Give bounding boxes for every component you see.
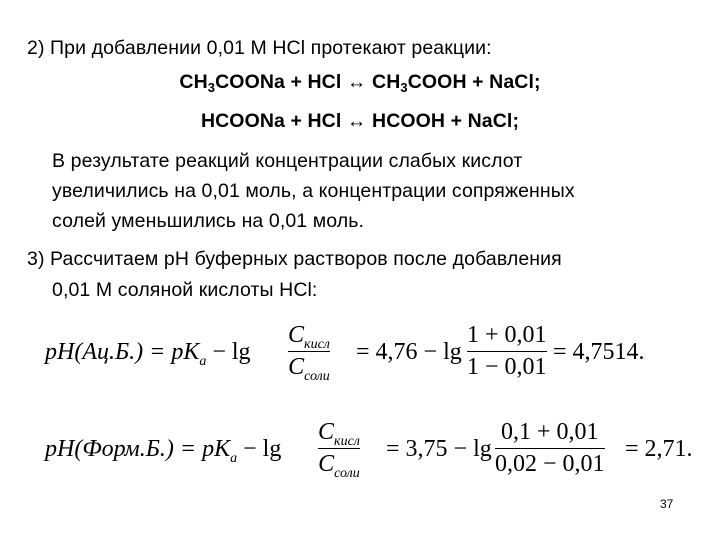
- step2-text: 2) При добавлении 0,01 М HCl протекают реакции:: [27, 37, 492, 59]
- formula-1-result: = 4,7514.: [553, 339, 645, 365]
- formula-1-c-num-sub: кисл: [304, 337, 330, 352]
- result-text-line-2: увеличились на 0,01 моль, а концентрации сопряженных: [52, 180, 575, 202]
- reaction-2: HCOONa + HCl ↔ HCOOH + NaCl;: [200, 110, 520, 132]
- formula-2-lhs-sub: a: [230, 451, 238, 466]
- formula-1-lhs-sub: a: [199, 354, 207, 369]
- reaction-1-part: COONa + HCl ↔ CH: [215, 71, 401, 93]
- reaction-1-part: CH: [179, 71, 208, 93]
- result-text-line-3: солей уменьшились на 0,01 моль.: [52, 210, 365, 232]
- formula-2-result: = 2,71.: [625, 436, 693, 462]
- reaction-1-subscript: 3: [400, 80, 408, 95]
- result-text-line-1: В результате реакций концентрации слабых кислот: [52, 150, 523, 172]
- formula-2-c-num-sub: кисл: [334, 434, 360, 449]
- formula-2-c-num: C: [318, 419, 335, 445]
- reaction-1: [0, 71, 720, 95]
- reaction-1-part: COOH + NaCl;: [407, 71, 541, 93]
- formula-1-c-num: C: [288, 322, 305, 348]
- slide-number: 37: [660, 497, 674, 511]
- formula-2-lg: − lg: [243, 436, 282, 462]
- formula-2-n-num: 0,1 + 0,01: [501, 419, 599, 445]
- step3-text-line-2: 0,01 М соляной кислоты HCl:: [52, 279, 318, 301]
- formula-1-lhs-text: pH(Ац.Б.) = pK: [45, 339, 200, 365]
- formula-1-eq: = 4,76 − lg: [356, 339, 462, 365]
- formula-1-conc-fraction: [288, 322, 330, 385]
- formula-2-lhs: [45, 436, 282, 466]
- formula-1-num-fraction: [467, 322, 547, 381]
- formula-1-n-den: 1 − 0,01: [467, 354, 547, 381]
- formula-1-lhs: [45, 339, 251, 369]
- step3-text-line-1: 3) Рассчитаем pH буферных растворов после добавления: [27, 248, 562, 270]
- formula-2-c-den-sub: соли: [334, 466, 360, 482]
- formula-2-lhs-text: pH(Форм.Б.) = pK: [45, 436, 231, 462]
- fraction-bar: [467, 351, 547, 352]
- formula-1-lg: − lg: [212, 339, 251, 365]
- formula-2-c-den: C: [318, 451, 335, 478]
- formula-1-c-den-sub: соли: [304, 369, 330, 385]
- formula-2-eq: = 3,75 − lg: [386, 436, 492, 462]
- formula-1-n-num: 1 + 0,01: [467, 322, 547, 348]
- fraction-bar: [495, 448, 605, 449]
- reaction-1-subscript: 3: [207, 80, 216, 95]
- formula-2-num-fraction: [495, 419, 605, 478]
- formula-2-n-den: 0,02 − 0,01: [495, 451, 605, 478]
- formula-1-c-den: C: [288, 354, 305, 381]
- formula-2-conc-fraction: [318, 419, 360, 482]
